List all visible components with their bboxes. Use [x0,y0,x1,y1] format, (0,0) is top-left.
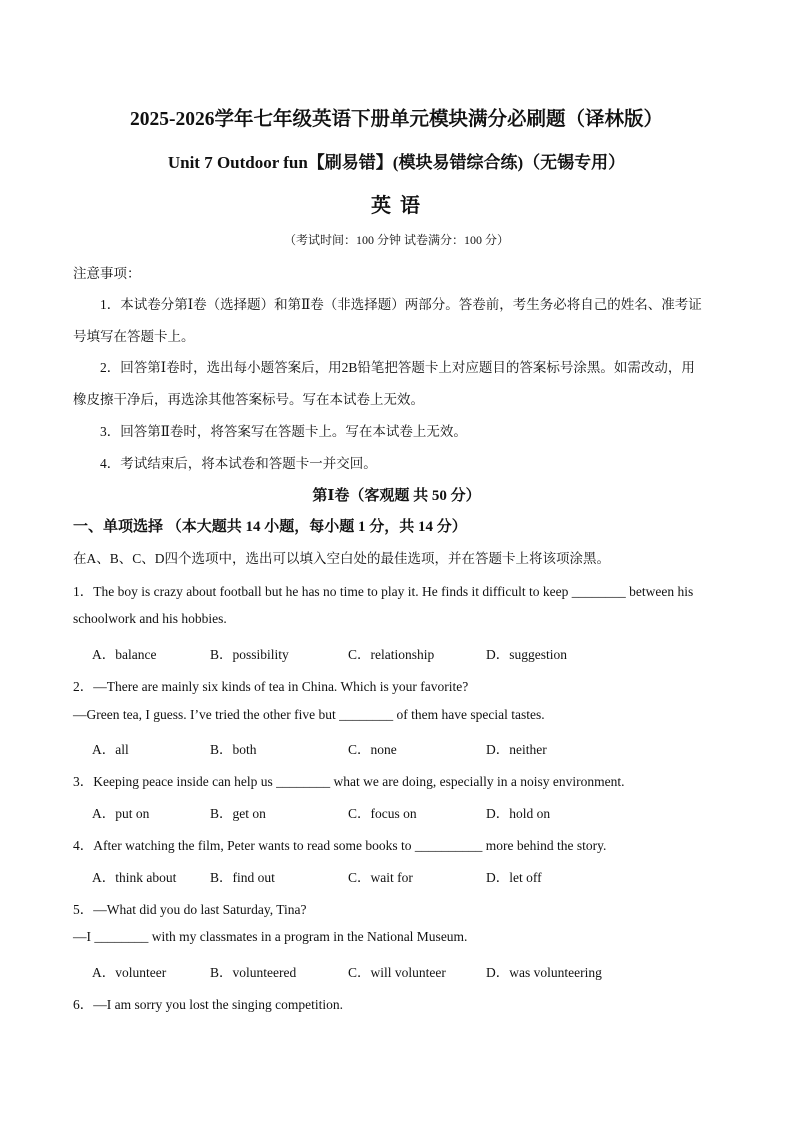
question-2-line-2: —Green tea, I guess. I’ve tried the other five but ________ of them have special tastes. [73,707,545,722]
question-2-option-b: B．both [210,742,257,757]
question-1-option-c: C．relationship [348,647,435,662]
exam-info: （考试时间：100 分钟 试卷满分：100 分） [283,233,509,247]
question-5-option-a: A．volunteer [92,965,167,980]
question-3-line-1: 3．Keeping peace inside can help us ________ what we are doing, especially in a noisy environment. [73,774,625,789]
notes-heading: 注意事项： [73,266,141,281]
question-2-option-d: D．neither [486,742,547,757]
question-3-option-d: D．hold on [486,806,551,821]
subject-heading: 英 语 [371,195,422,217]
question-5-option-c: C．will volunteer [348,965,446,980]
question-2-line-1: 2．—There are mainly six kinds of tea in China. Which is your favorite? [73,679,469,694]
question-5-line-1: 5．—What did you do last Saturday, Tina? [73,902,307,917]
note-item: 3．回答第Ⅱ卷时，将答案写在答题卡上。写在本试卷上无效。 [100,424,467,439]
note-item: 2．回答第Ⅰ卷时，选出每小题答案后，用2B铅笔把答题卡上对应题目的答案标号涂黑。如需改动，用 [100,360,695,375]
question-6-line-1: 6．—I am sorry you lost the singing competition. [73,997,343,1012]
document-title: 2025-2026学年七年级英语下册单元模块满分必刷题（译林版） [130,109,663,130]
question-1-line-2: schoolwork and his hobbies. [73,611,227,626]
section-instruction: 在A、B、C、D四个选项中，选出可以填入空白处的最佳选项，并在答题卡上将该项涂黑。 [73,551,611,566]
question-3-option-b: B．get on [210,806,266,821]
question-3-option-c: C．focus on [348,806,417,821]
section-heading: 一、单项选择 （本大题共 14 小题，每小题 1 分，共 14 分） [73,519,467,535]
question-3-option-a: A．put on [92,806,150,821]
question-2-option-c: C．none [348,742,397,757]
question-1-option-a: A．balance [92,647,157,662]
note-item: 橡皮擦干净后，再选涂其他答案标号。写在本试卷上无效。 [73,392,424,407]
question-5-option-d: D．was volunteering [486,965,602,980]
question-5-option-b: B．volunteered [210,965,297,980]
note-item: 4．考试结束后，将本试卷和答题卡一并交回。 [100,456,377,471]
question-1-option-d: D．suggestion [486,647,567,662]
question-4-option-a: A．think about [92,870,177,885]
document-subtitle: Unit 7 Outdoor fun【刷易错】(模块易错综合练)（无锡专用） [167,153,626,172]
question-5-line-2: —I ________ with my classmates in a program in the National Museum. [73,929,468,944]
question-4-option-c: C．wait for [348,870,413,885]
question-1-line-1: 1．The boy is crazy about football but he has no time to play it. He finds it difficult to keep ________ between his [73,584,694,599]
note-item: 1．本试卷分第Ⅰ卷（选择题）和第Ⅱ卷（非选择题）两部分。答卷前，考生务必将自己的姓名、准考证 [100,297,702,312]
question-2-option-a: A．all [92,742,129,757]
question-4-option-b: B．find out [210,870,275,885]
question-4-line-1: 4．After watching the film, Peter wants to read some books to __________ more behind the story. [73,838,607,853]
question-4-option-d: D．let off [486,870,542,885]
question-1-option-b: B．possibility [210,647,289,662]
note-item: 号填写在答题卡上。 [73,329,195,344]
part-heading: 第Ⅰ卷（客观题 共 50 分） [312,488,481,504]
